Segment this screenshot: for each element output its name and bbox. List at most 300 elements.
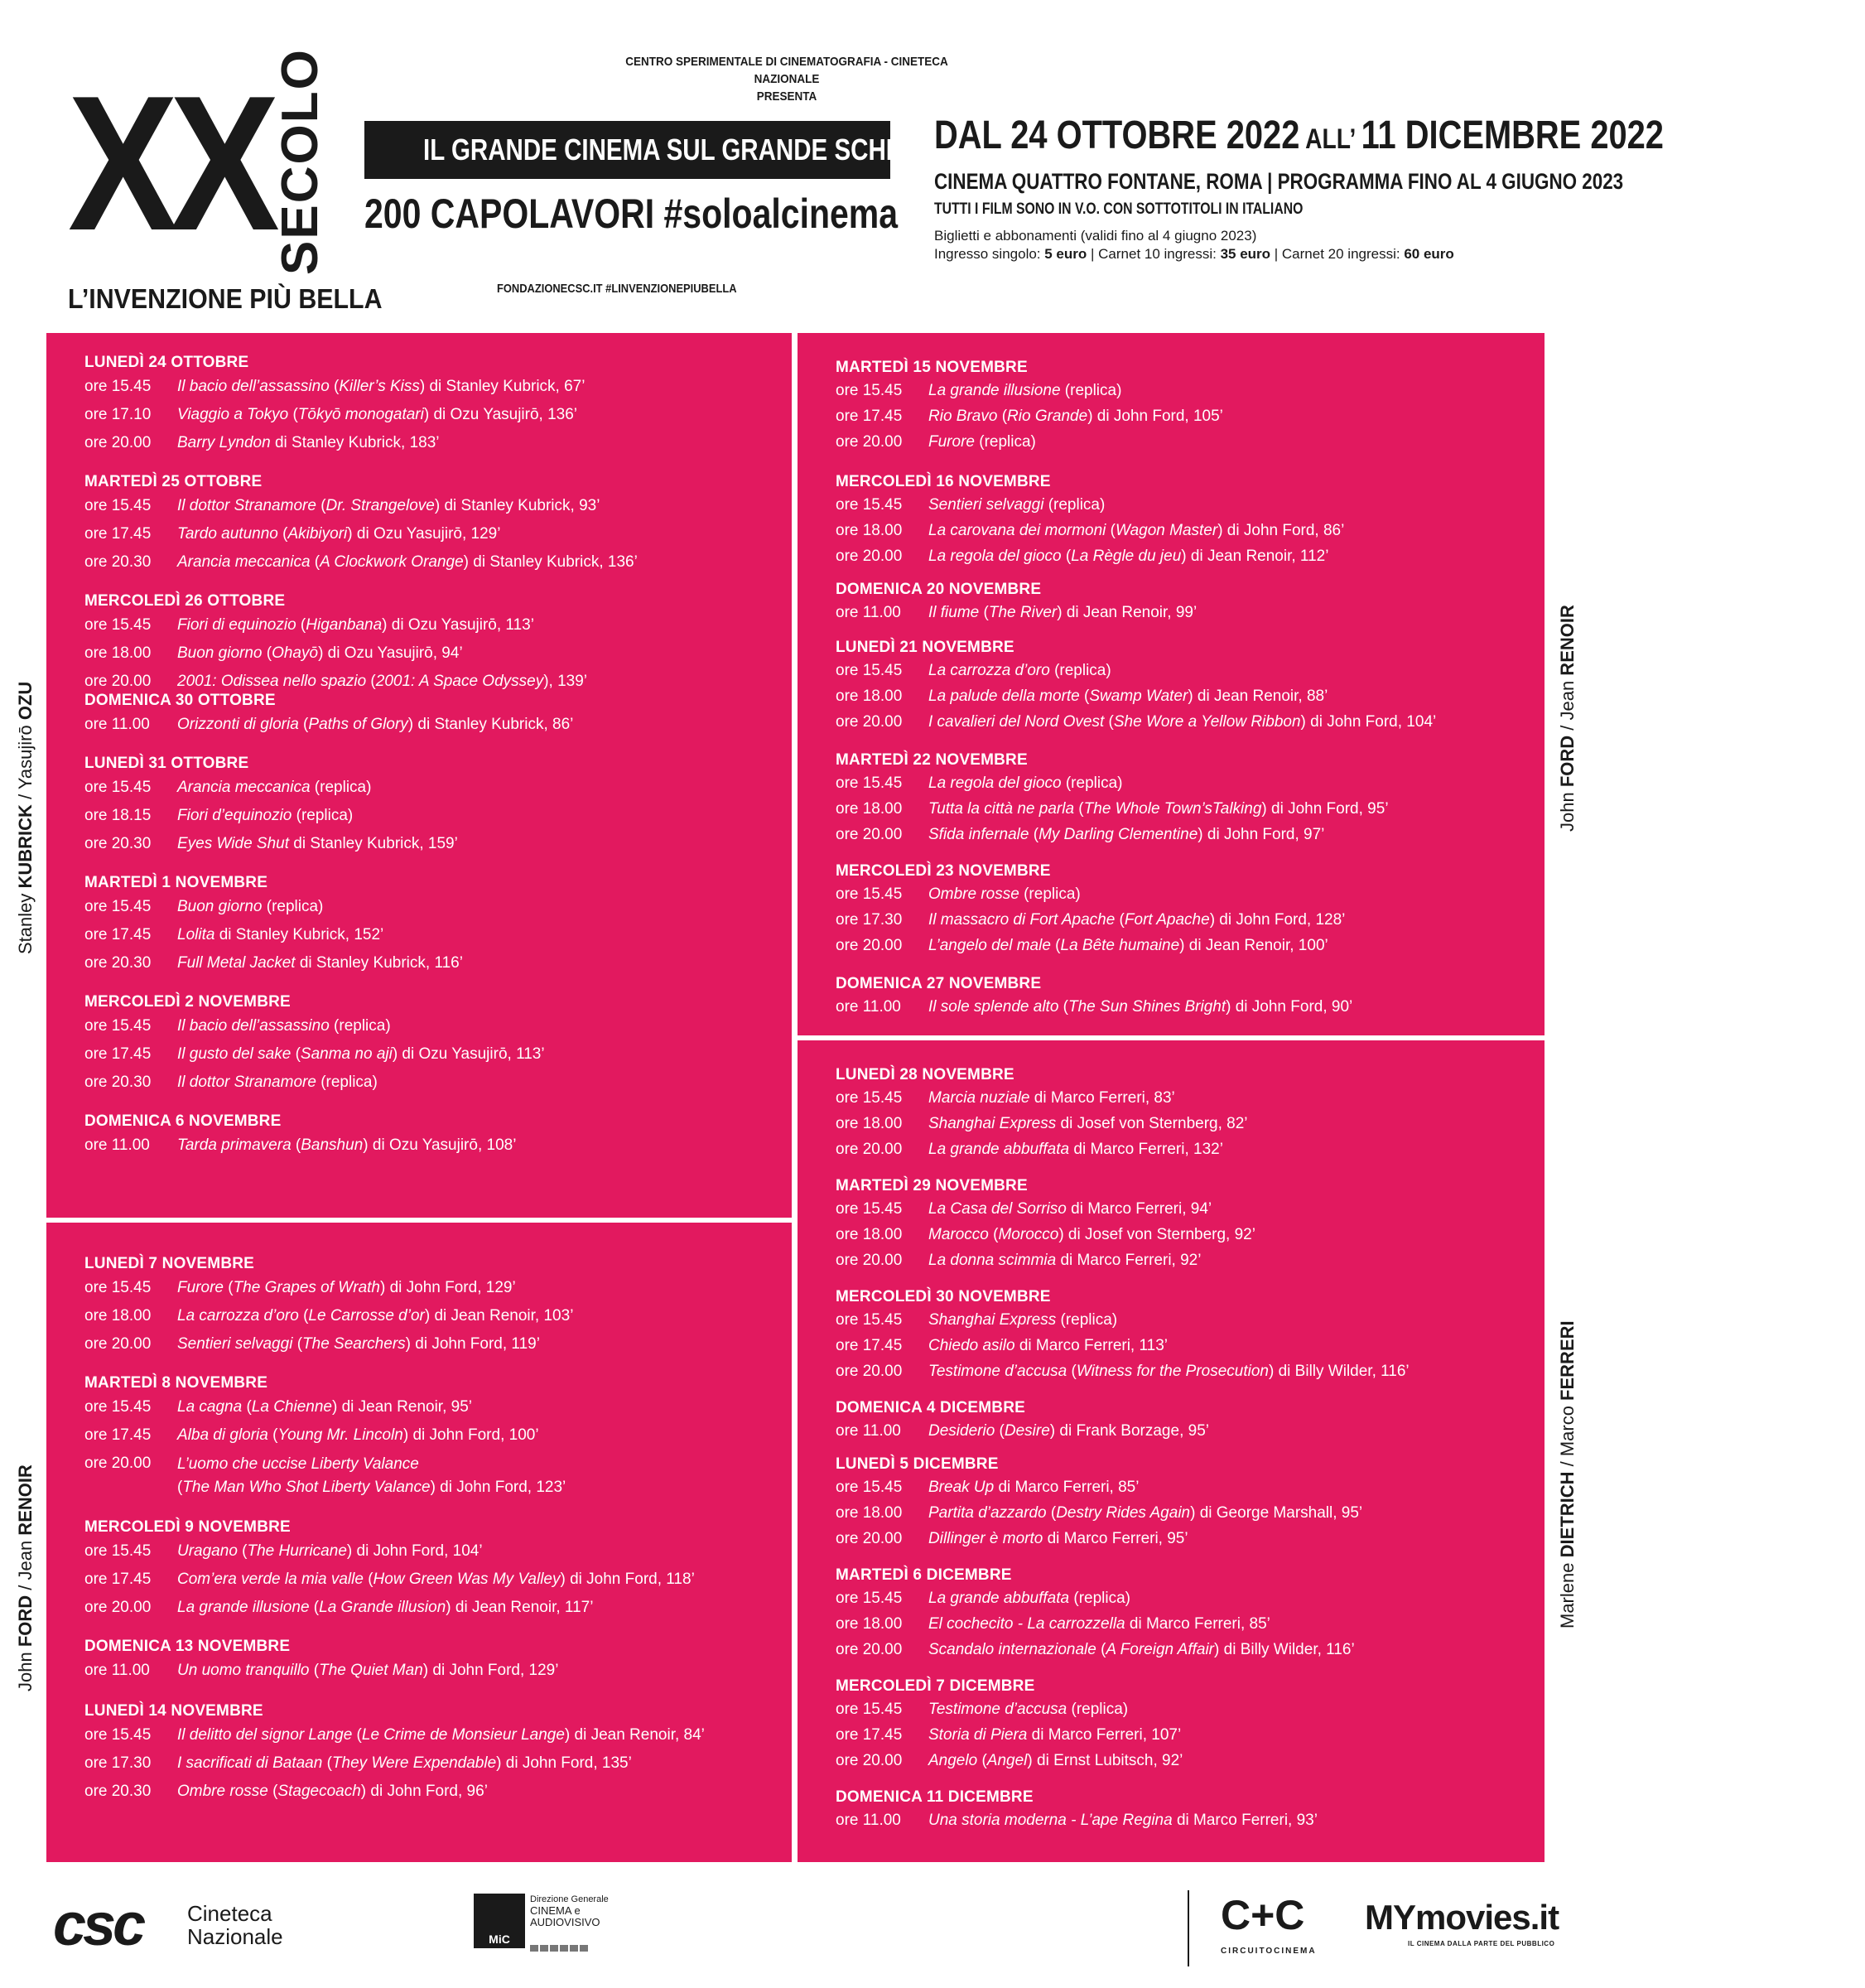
screening-film: [928, 1585, 1130, 1611]
film-details: (: [352, 1726, 362, 1744]
day-title: LUNEDÌ 24 OTTOBRE: [84, 354, 249, 371]
screening-time: ore 15.45: [836, 774, 903, 792]
screening-film: [177, 1302, 573, 1330]
film-details: di Marco Ferreri, 113’: [1014, 1337, 1169, 1354]
film-title: Scandalo internazionale: [928, 1641, 1096, 1658]
film-title: Dillinger è morto: [928, 1530, 1043, 1547]
film-original-title: A Foreign Affair: [1106, 1641, 1215, 1658]
screening-row: [84, 1778, 488, 1806]
date-start: DAL 24 OTTOBRE 2022: [934, 113, 1300, 157]
film-details: ) di Stanley Kubrick, 86’: [407, 716, 574, 733]
screening-time: ore 20.00: [84, 673, 152, 690]
film-details: ) di Frank Borzage, 95’: [1049, 1422, 1209, 1440]
screening-time: ore 17.30: [84, 1754, 152, 1772]
film-original-title: Higanbana: [306, 616, 383, 634]
film-details: (: [310, 553, 320, 571]
screening-time: ore 20.30: [84, 1074, 152, 1091]
film-title: Il dottor Stranamore: [177, 1074, 316, 1091]
film-original-title: The Sun Shines Bright: [1068, 998, 1226, 1016]
screening-film: [177, 893, 323, 921]
film-title: Chiedo asilo: [928, 1337, 1015, 1354]
screening-row: [84, 548, 638, 577]
tickets-single-price: 5 euro: [1044, 246, 1087, 262]
film-title: La carovana dei mormoni: [928, 522, 1106, 539]
film-title: La grande illusione: [177, 1599, 310, 1616]
screening-time: ore 11.00: [84, 1662, 150, 1679]
screening-film: [177, 921, 383, 949]
schedule-day: [84, 754, 458, 858]
film-details: (: [291, 1136, 301, 1154]
screening-time: ore 11.00: [836, 998, 901, 1016]
screening-row: [836, 403, 1223, 429]
screening-row: [836, 1500, 1363, 1526]
film-title: Il bacio dell’assassino: [177, 1017, 330, 1035]
film-title: Uragano: [177, 1542, 238, 1560]
film-title: Full Metal Jacket: [177, 954, 296, 972]
day-title: LUNEDÌ 7 NOVEMBRE: [84, 1255, 255, 1272]
film-original-title: The Quiet Man: [319, 1662, 423, 1679]
screening-row: [84, 830, 458, 858]
film-details: (: [298, 716, 309, 733]
schedule-day: [836, 638, 1437, 735]
film-original-title: A Clockwork Orange: [320, 553, 464, 571]
screening-time: ore 18.00: [84, 644, 152, 662]
film-details: (: [1096, 1641, 1106, 1658]
film-details: (: [309, 1599, 320, 1616]
film-title: La grande abbuffata: [928, 1141, 1070, 1158]
screening-film: [177, 1537, 483, 1566]
film-details: (replica): [310, 779, 372, 796]
film-details: ) di John Ford, 86’: [1217, 522, 1345, 539]
film-original-title: Killer’s Kiss: [339, 378, 420, 395]
schedule-panel-bottom-right: [798, 1040, 1545, 1862]
film-title: La grande abbuffata: [928, 1590, 1070, 1607]
screening-row: [84, 1330, 540, 1358]
film-title: Shanghai Express: [928, 1311, 1057, 1329]
screening-time: ore 15.45: [836, 1590, 903, 1607]
screening-time: ore 20.00: [836, 1752, 903, 1769]
screening-time: ore 17.10: [84, 406, 152, 423]
screening-time: ore 20.00: [836, 1363, 903, 1380]
film-title: El cochecito - La carrozzella: [928, 1615, 1125, 1633]
film-title: Sentieri selvaggi: [177, 1335, 293, 1353]
csc-logo: csc: [53, 1892, 143, 1958]
film-details: (: [237, 1542, 248, 1560]
screening-time: ore 20.00: [836, 713, 903, 731]
screening-row: [84, 1721, 705, 1749]
schedule-day: [84, 472, 638, 577]
side-label-text: / Marco: [1557, 1400, 1578, 1472]
film-original-title: My Darling Clementine: [1039, 826, 1198, 843]
screening-time: ore 18.00: [836, 522, 903, 539]
screening-film: [928, 1333, 1168, 1358]
film-title: Il fiume: [928, 604, 980, 621]
film-title: Partita d’azzardo: [928, 1504, 1047, 1522]
film-details: (: [322, 1754, 332, 1772]
film-title: Ombre rosse: [928, 885, 1019, 903]
film-title: Furore: [928, 433, 975, 451]
screening-film: [928, 492, 1105, 518]
screening-time: ore 15.45: [84, 1398, 152, 1416]
film-details: (: [309, 1662, 320, 1679]
mic-color-bars: [530, 1945, 588, 1952]
film-title: 2001: Odissea nello spazio: [177, 673, 367, 690]
screening-film: [928, 1085, 1175, 1111]
screening-time: ore 15.45: [84, 1279, 152, 1296]
film-details: di Marco Ferreri, 94’: [1066, 1200, 1212, 1218]
film-details: ) di John Ford, 105’: [1087, 408, 1223, 425]
screening-time: ore 18.00: [836, 1615, 903, 1633]
day-title: MERCOLEDÌ 23 NOVEMBRE: [836, 862, 1051, 880]
circuitocinema-logo: C+C: [1221, 1892, 1305, 1938]
film-details: ) di John Ford, 123’: [430, 1479, 566, 1496]
date-range: [934, 113, 1664, 162]
screening-time: ore 15.45: [84, 1726, 152, 1744]
film-title: Il sole splende alto: [928, 998, 1059, 1016]
film-details: ) di John Ford, 119’: [405, 1335, 540, 1353]
screening-film: [928, 1722, 1181, 1748]
schedule-day: [84, 992, 545, 1097]
film-title: Rio Bravo: [928, 408, 998, 425]
side-label-text: John: [1557, 787, 1578, 832]
film-details: (: [288, 406, 298, 423]
film-details: ) di Ozu Yasujirō, 94’: [318, 644, 463, 662]
side-label-dietrich-ferreri: [1557, 1320, 1865, 1650]
film-details: ) di John Ford, 118’: [560, 1571, 695, 1588]
film-title: La cagna: [177, 1398, 243, 1416]
screening-time: ore 15.45: [84, 779, 152, 796]
screening-time: ore 15.45: [836, 662, 903, 679]
side-label-text: KUBRICK: [15, 804, 36, 889]
schedule-day: [836, 750, 1389, 847]
schedule-day: [836, 472, 1345, 569]
screening-film: [928, 1611, 1270, 1637]
screening-row: [84, 711, 574, 739]
film-original-title: Swamp Water: [1089, 688, 1188, 705]
footer-logos: [0, 1879, 1590, 1988]
film-details: ) di Ozu Yasujirō, 113’: [392, 1045, 545, 1063]
screening-film: [928, 1196, 1212, 1222]
screening-row: [84, 429, 440, 457]
film-details: (: [267, 1783, 278, 1800]
logo-xx-secolo: [68, 48, 383, 314]
film-title: Com’era verde la mia valle: [177, 1571, 364, 1588]
screening-film: [928, 1500, 1362, 1526]
film-details: di Marco Ferreri, 132’: [1069, 1141, 1223, 1158]
schedule-day: [84, 1112, 517, 1160]
film-title: Arancia meccanica: [177, 553, 311, 571]
screening-film: [177, 830, 458, 858]
film-title: Testimone d’accusa: [928, 1363, 1067, 1380]
film-original-title: Desire: [1004, 1422, 1050, 1440]
screening-film: [928, 994, 1352, 1020]
screening-film: [928, 600, 1197, 625]
film-details: (replica): [1060, 382, 1122, 399]
screening-row: [84, 1132, 517, 1160]
screening-film: [928, 683, 1328, 709]
screening-film: [928, 796, 1389, 822]
screening-row: [84, 1393, 472, 1421]
film-details: ) di John Ford, 97’: [1198, 826, 1325, 843]
side-label-text: DIETRICH: [1557, 1471, 1578, 1558]
schedule-day: [84, 691, 574, 739]
film-details: (: [1115, 911, 1125, 929]
day-title: MARTEDÌ 22 NOVEMBRE: [836, 751, 1028, 769]
film-title: Sfida infernale: [928, 826, 1029, 843]
tickets-carnet20-label: | Carnet 20 ingressi:: [1270, 246, 1405, 262]
film-original-title: They Were Expendable: [331, 1754, 497, 1772]
film-title: Il bacio dell’assassino: [177, 378, 330, 395]
film-details: di Marco Ferreri, 83’: [1029, 1089, 1175, 1107]
film-details: (: [277, 525, 288, 543]
film-details: (: [262, 644, 272, 662]
screening-row: [836, 1307, 1118, 1333]
film-original-title: Akibiyori: [287, 525, 348, 543]
screening-row: [836, 1418, 1209, 1444]
film-details: (replica): [292, 807, 354, 824]
schedule-day: [84, 1701, 705, 1806]
screening-time: ore 17.30: [836, 911, 903, 929]
screening-film: [177, 1069, 378, 1097]
hashtags: FONDAZIONECSC.IT #LINVENZIONEPIUBELLA: [497, 282, 737, 296]
date-block: [934, 113, 1664, 218]
film-details: (: [1079, 688, 1090, 705]
film-details: di Stanley Kubrick, 159’: [289, 835, 458, 852]
side-label-text: Marlene: [1557, 1557, 1578, 1629]
film-details: (: [291, 1045, 301, 1063]
film-details: ) di Stanley Kubrick, 93’: [434, 497, 600, 514]
film-details: ) di Jean Renoir, 88’: [1188, 688, 1328, 705]
screening-film: L’uomo che uccise Liberty Valance (The Man Who Shot Liberty Valance) di John Ford, 123’: [177, 1455, 566, 1496]
screening-film: [928, 1474, 1139, 1500]
venue: CINEMA QUATTRO FONTANE, ROMA | PROGRAMMA FINO AL 4 GIUGNO 2023: [934, 169, 1624, 194]
film-original-title: The Whole Town’sTalking: [1083, 800, 1262, 818]
screening-row: [836, 1474, 1140, 1500]
screening-film: [177, 774, 371, 802]
film-title: Angelo: [928, 1752, 978, 1769]
day-title: LUNEDÌ 28 NOVEMBRE: [836, 1066, 1014, 1083]
screening-row: [836, 600, 1198, 625]
film-details: (: [1029, 826, 1039, 843]
film-original-title: Le Carrosse d’or: [308, 1307, 425, 1325]
screening-time: ore 17.45: [84, 1045, 152, 1063]
screening-film: [177, 401, 577, 429]
film-original-title: Angel: [986, 1752, 1028, 1769]
screening-time: ore 20.30: [84, 835, 152, 852]
film-details: (: [223, 1279, 234, 1296]
film-title: Eyes Wide Shut: [177, 835, 290, 852]
film-details: di Stanley Kubrick, 116’: [295, 954, 463, 972]
screening-film: [928, 907, 1345, 933]
screening-row: [836, 1196, 1212, 1222]
day-title: MARTEDÌ 6 DICEMBRE: [836, 1566, 1012, 1584]
film-title: Viaggio a Tokyo: [177, 406, 289, 423]
film-details: (: [316, 497, 326, 514]
screening-row: [836, 1611, 1270, 1637]
film-details: ) di George Marshall, 95’: [1190, 1504, 1363, 1522]
schedule-panel-top-right: [798, 333, 1545, 1035]
screening-row: [836, 881, 1081, 907]
screening-row: [836, 1585, 1130, 1611]
day-title: DOMENICA 27 NOVEMBRE: [836, 975, 1042, 992]
screening-row: [84, 1040, 545, 1069]
schedule-day: [836, 1566, 1355, 1662]
screening-time: ore 11.00: [836, 1812, 901, 1829]
screening-row: [84, 1566, 695, 1594]
screening-film: [928, 1418, 1209, 1444]
film-title: Barry Lyndon: [177, 434, 271, 451]
film-original-title: Stagecoach: [277, 1783, 361, 1800]
screening-film: [928, 1807, 1318, 1833]
film-title: Il dottor Stranamore: [177, 497, 316, 514]
screening-film: [928, 658, 1111, 683]
screening-film: [928, 1222, 1255, 1247]
screening-film: [928, 1136, 1223, 1162]
screening-time: ore 15.45: [84, 1017, 152, 1035]
screening-time: ore 20.00: [84, 1455, 152, 1472]
screening-film: [928, 543, 1328, 569]
film-details: (: [363, 1571, 373, 1588]
film-title: Tarda primavera: [177, 1136, 292, 1154]
logo-secolo: SECOLO: [272, 48, 329, 275]
film-details: di Marco Ferreri, 107’: [1027, 1726, 1182, 1744]
day-title: DOMENICA 11 DICEMBRE: [836, 1788, 1034, 1806]
screening-film: [928, 1247, 1201, 1273]
screening-time: ore 18.15: [84, 807, 152, 824]
screening-row: [84, 1012, 391, 1040]
film-details: ) di Jean Renoir, 112’: [1181, 548, 1329, 565]
screening-time: ore 20.00: [836, 548, 903, 565]
film-details: ) di Ozu Yasujirō, 136’: [423, 406, 578, 423]
film-details: ) di Jean Renoir, 103’: [424, 1307, 574, 1325]
schedule-day: [84, 1637, 559, 1685]
day-title: DOMENICA 30 OTTOBRE: [84, 692, 276, 709]
screening-row: [84, 1749, 632, 1778]
schedule-day: [836, 974, 1353, 1020]
screening-row: [836, 1333, 1169, 1358]
screening-time: ore 18.00: [836, 1226, 903, 1243]
film-details: (: [1058, 998, 1068, 1016]
schedule-day: [836, 1788, 1318, 1833]
screening-film: [177, 1657, 558, 1685]
screening-row: [836, 378, 1122, 403]
day-title: LUNEDÌ 31 OTTOBRE: [84, 755, 249, 772]
schedule-day: [836, 1455, 1363, 1551]
film-details: ) di Jean Renoir, 84’: [564, 1726, 705, 1744]
screening-row: [84, 611, 534, 639]
tickets-carnet10-price: 35 euro: [1220, 246, 1271, 262]
side-label-ford-renoir-right: [1557, 605, 1784, 853]
film-title: Desiderio: [928, 1422, 995, 1440]
side-label-text: / Yasujirō: [15, 720, 36, 805]
screening-row: [836, 683, 1328, 709]
film-original-title: Destry Rides Again: [1056, 1504, 1191, 1522]
film-title: Break Up: [928, 1479, 995, 1496]
screening-row: [836, 1722, 1182, 1748]
film-details: (replica): [1056, 1311, 1118, 1329]
schedule-day: [84, 1518, 695, 1622]
film-details: (replica): [974, 433, 1036, 451]
screening-row: [836, 907, 1346, 933]
schedule-day: [836, 1176, 1255, 1273]
film-original-title: The Hurricane: [247, 1542, 347, 1560]
screening-row: [84, 1069, 378, 1097]
schedule-day: [84, 353, 586, 457]
screening-time: ore 15.45: [84, 898, 152, 915]
day-title: MARTEDÌ 25 OTTOBRE: [84, 473, 263, 490]
screening-film: [928, 378, 1121, 403]
screening-row: [84, 893, 324, 921]
slogan-banner: [364, 121, 960, 179]
film-details: (: [292, 1335, 303, 1353]
screening-film: [177, 639, 463, 668]
presenter-line-2: PRESENTA: [756, 89, 817, 104]
circuitocinema-text: CIRCUITOCINEMA: [1221, 1947, 1317, 1956]
screening-time: ore 15.45: [84, 616, 152, 634]
schedule-panel-top-left: [46, 333, 792, 1218]
film-details: ) di John Ford, 135’: [496, 1754, 632, 1772]
day-title: MERCOLEDÌ 16 NOVEMBRE: [836, 473, 1051, 490]
film-details: ) di John Ford, 96’: [360, 1783, 488, 1800]
screening-film: [928, 1748, 1183, 1773]
film-title: La carrozza d’oro: [928, 662, 1050, 679]
screening-film: [177, 802, 353, 830]
screening-time: ore 20.00: [84, 1599, 152, 1616]
film-original-title: The River: [988, 604, 1058, 621]
film-details: di Marco Ferreri, 85’: [1125, 1615, 1270, 1633]
screening-film: [177, 1330, 540, 1358]
screening-film: [177, 1778, 488, 1806]
tickets-line-2: [934, 245, 1454, 263]
footer-divider: [1188, 1890, 1189, 1966]
side-label-text: OZU: [15, 681, 36, 721]
tickets-single-label: Ingresso singolo:: [934, 246, 1045, 262]
film-title: Lolita: [177, 926, 215, 943]
screening-time: ore 18.00: [836, 800, 903, 818]
day-title: LUNEDÌ 5 DICEMBRE: [836, 1455, 999, 1473]
film-title: Un uomo tranquillo: [177, 1662, 310, 1679]
schedule-day: [836, 861, 1346, 958]
film-original-title: Le Crime de Monsieur Lange: [361, 1726, 565, 1744]
screening-row: [84, 492, 600, 520]
screening-film: [928, 1696, 1128, 1722]
date-connector: ALL’: [1299, 123, 1361, 155]
logo-xx: XX: [68, 56, 272, 271]
logo-tagline: L’INVENZIONE PIÙ BELLA: [68, 283, 383, 314]
screening-film: [177, 611, 534, 639]
film-original-title: La Grande illusion: [319, 1599, 446, 1616]
screening-film: [928, 1111, 1248, 1136]
screening-time: ore 20.00: [84, 1335, 152, 1353]
film-details: (: [1106, 522, 1116, 539]
tickets-carnet20-price: 60 euro: [1404, 246, 1454, 262]
side-label-text: / Jean: [15, 1535, 36, 1595]
schedule-day: [836, 1287, 1410, 1384]
film-details: (replica): [329, 1017, 391, 1035]
screening-time: ore 17.45: [84, 1426, 152, 1444]
day-title: MARTEDÌ 15 NOVEMBRE: [836, 359, 1028, 376]
screening-film: [177, 1274, 516, 1302]
csc-logo-line: Cineteca: [187, 1901, 272, 1926]
screening-row: [84, 520, 501, 548]
film-details: ) di Billy Wilder, 116’: [1269, 1363, 1410, 1380]
film-details: (replica): [1043, 496, 1106, 514]
film-details: (: [1061, 548, 1072, 565]
film-original-title: 2001: A Space Odyssey: [375, 673, 544, 690]
screening-time: ore 15.45: [84, 497, 152, 514]
tickets-carnet10-label: | Carnet 10 ingressi:: [1087, 246, 1221, 262]
day-title: MERCOLEDÌ 7 DICEMBRE: [836, 1677, 1035, 1695]
